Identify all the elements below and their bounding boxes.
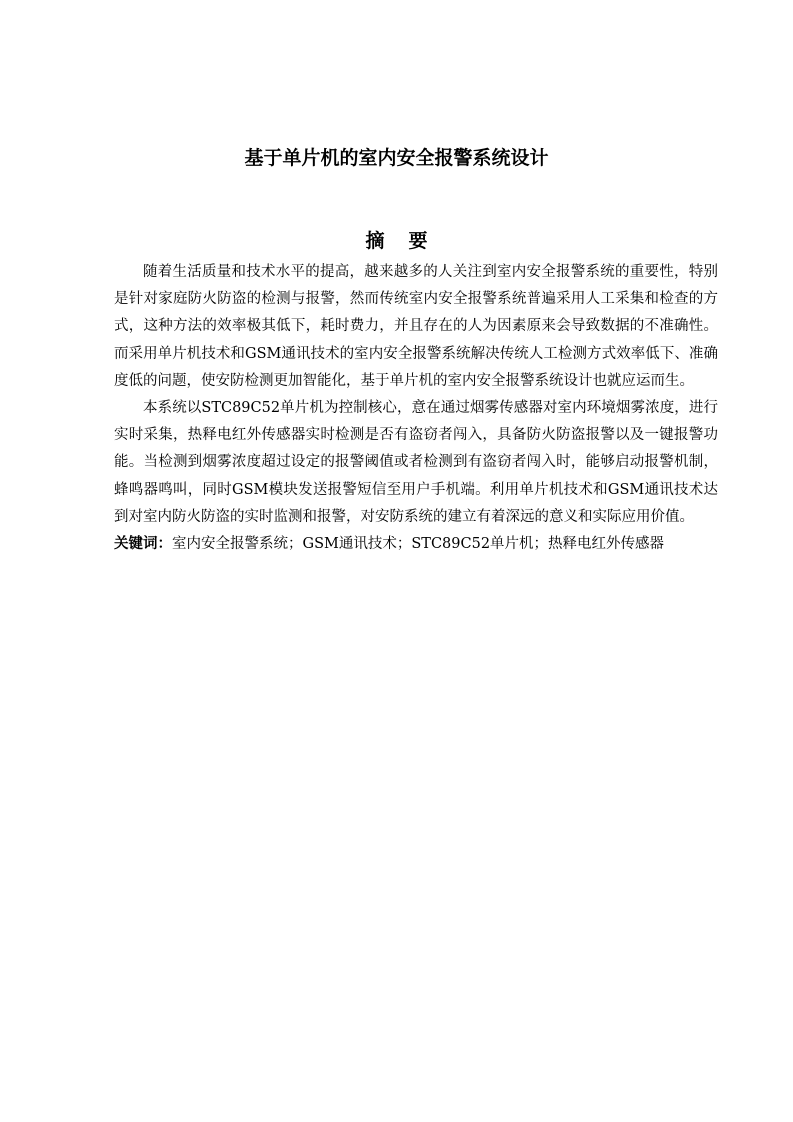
keywords-label: 关键词： [114, 536, 172, 553]
document-title: 基于单片机的室内安全报警系统设计 [244, 147, 549, 169]
abstract-heading: 摘要 [365, 230, 452, 252]
keywords-text: 室内安全报警系统；GSM通讯技术；STC89C52单片机；热释电红外传感器 [172, 536, 665, 553]
abstract-paragraph-2: 本系统以STC89C52单片机为控制核心，意在通过烟雾传感器对室内环境烟雾浓度，进行实时采集，热释电红外传感器实时检测是否有盗窃者闯入，具备防火防盗报警以及一键报警功能。当检测到烟雾浓度超过设定的报警阈值或者检测到有盗窃者闯入时，能够启动报警机制，蜂鸣器鸣叫，同时GSM模块发送报警短信至用户手机端。利用单片机技术和GSM通讯技术达到对室内防火防盗的实时监测和报警，对安防系统的建立有着深远的意义和实际应用价值。 [114, 400, 718, 525]
keywords-line [114, 531, 718, 558]
abstract-paragraph-1: 随着生活质量和技术水平的提高，越来越多的人关注到室内安全报警系统的重要性，特别是针对家庭防火防盗的检测与报警，然而传统室内安全报警系统普遍采用人工采集和检查的方式，这种方法的效率极其低下，耗时费力，并且存在的人为因素原来会导致数据的不准确性。而采用单片机技术和GSM通讯技术的室内安全报警系统解决传统人工检测方式效率低下、准确度低的问题，使安防检测更加智能化，基于单片机的室内安全报警系统设计也就应运而生。 [114, 264, 718, 389]
abstract-body [114, 259, 718, 558]
